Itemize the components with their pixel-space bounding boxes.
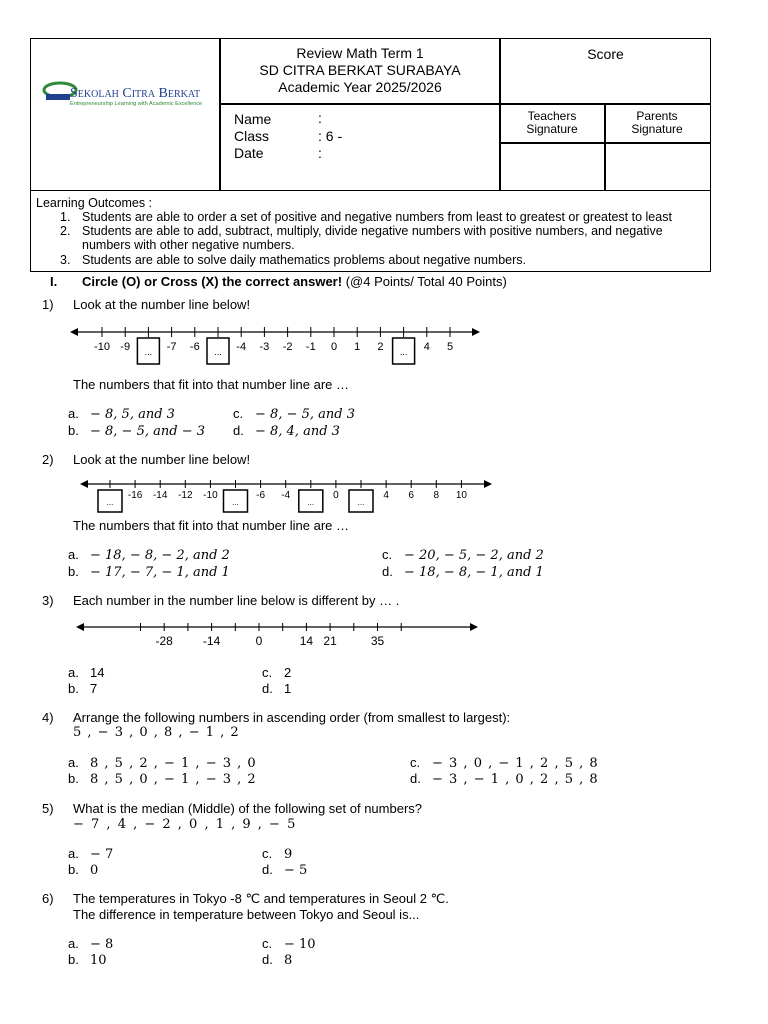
outcome-text: Students are able to solve daily mathematics problems about negative numbers. <box>82 253 526 267</box>
title-line-3: Academic Year 2025/2026 <box>278 79 442 95</box>
option-value: − 3 , 0 , − 1 , 2 , 5 , 8 <box>432 756 599 771</box>
class-field[interactable]: : 6 - <box>318 128 343 144</box>
option-value: 2 <box>284 665 292 680</box>
option-value: 10 <box>90 953 107 968</box>
option-label: c. <box>410 755 421 770</box>
option-value: 8 , 5 , 0 , − 1 , − 3 , 2 <box>90 772 257 787</box>
outcome-text: Students are able to add, subtract, multiply, divide negative numbers with positive numbers, and negative numbers with other negative numbers. <box>82 224 663 252</box>
date-label: Date <box>234 145 264 161</box>
teachers-signature-label: Teachers Signature <box>526 109 578 136</box>
option-a[interactable] <box>68 406 175 422</box>
option-label: d. <box>262 681 273 696</box>
option-c[interactable] <box>262 936 316 952</box>
option-label: d. <box>382 564 393 579</box>
tick-label: 6 <box>408 490 414 501</box>
option-b[interactable] <box>68 681 97 696</box>
option-label: d. <box>262 952 273 967</box>
tick-label: -6 <box>189 341 200 353</box>
tick-label: -28 <box>155 634 173 648</box>
option-label: d. <box>262 862 273 877</box>
option-value: − 18, − 8, − 2, and 2 <box>90 548 230 563</box>
option-label: b. <box>68 564 79 579</box>
logo-text: Sekolah Citra Berkat <box>70 86 201 101</box>
tick-label: 8 <box>433 490 440 501</box>
tick-label: 4 <box>383 490 389 501</box>
tick-label: 5 <box>446 341 454 353</box>
question-prompt: The temperatures in Tokyo -8 ℃ and temperatures in Seoul 2 ℃. <box>73 891 449 906</box>
option-c[interactable] <box>233 406 355 422</box>
option-d[interactable] <box>262 681 291 696</box>
option-value: − 20, − 5, − 2, and 2 <box>404 548 544 563</box>
option-label: c. <box>262 846 273 861</box>
outcome-number: 3. <box>60 253 71 267</box>
question-prompt: Look at the number line below! <box>73 452 251 467</box>
question-followup: The numbers that fit into that number line are … <box>73 518 350 533</box>
number-line-q3 <box>76 618 478 652</box>
tick-label: 14 <box>299 634 314 648</box>
option-value: 7 <box>90 681 98 696</box>
option-value: − 8, − 5, and 3 <box>255 407 355 422</box>
tick-label: -1 <box>305 341 316 353</box>
name-field[interactable]: : <box>318 110 322 126</box>
number-line-q2 <box>80 474 492 516</box>
option-d[interactable] <box>382 564 544 580</box>
tick-label: -2 <box>282 341 293 353</box>
number-set: − 7 , 4 , − 2 , 0 , 1 , 9 , − 5 <box>73 817 297 832</box>
tick-label: -4 <box>236 341 247 353</box>
tick-label: -7 <box>166 341 177 353</box>
option-label: a. <box>68 936 79 951</box>
option-c[interactable] <box>382 547 544 563</box>
question-number: 5) <box>42 801 54 816</box>
option-b[interactable] <box>68 564 230 580</box>
tick-label: 4 <box>423 341 430 353</box>
option-b[interactable] <box>68 952 107 968</box>
option-b[interactable] <box>68 423 205 439</box>
tick-label: 2 <box>377 341 384 353</box>
option-value: − 17, − 7, − 1, and 1 <box>90 565 230 580</box>
question-followup: The numbers that fit into that number line are … <box>73 377 350 392</box>
option-a[interactable] <box>68 665 104 680</box>
option-label: b. <box>68 681 79 696</box>
question-prompt: What is the median (Middle) of the following set of numbers? <box>73 801 423 816</box>
option-label: d. <box>410 771 421 786</box>
option-label: a. <box>68 755 79 770</box>
blank-placeholder: ... <box>214 347 222 357</box>
option-label: b. <box>68 423 79 438</box>
option-d[interactable] <box>262 952 292 968</box>
learning-outcomes-title: Learning Outcomes : <box>36 196 153 210</box>
tick-label: 0 <box>333 490 339 501</box>
option-value: 9 <box>284 847 293 862</box>
tick-label: 1 <box>354 341 361 353</box>
title-line-1: Review Math Term 1 <box>296 45 424 61</box>
option-label: a. <box>68 846 79 861</box>
option-label: c. <box>233 406 244 421</box>
section-number: I. <box>50 274 58 289</box>
option-value: − 8, − 5, and − 3 <box>90 424 205 439</box>
tick-label: 35 <box>370 634 385 648</box>
blank-placeholder: ... <box>399 347 408 357</box>
option-label: c. <box>262 936 273 951</box>
blank-placeholder: ... <box>307 498 315 507</box>
tick-label: -4 <box>281 490 291 501</box>
option-value: − 8, 5, and 3 <box>90 407 175 422</box>
option-label: b. <box>68 862 79 877</box>
option-label: a. <box>68 665 79 680</box>
section-instruction: Circle (O) or Cross (X) the correct answer! <box>82 274 343 289</box>
option-c[interactable] <box>262 846 292 862</box>
tick-label: -12 <box>178 490 193 501</box>
option-d[interactable] <box>410 771 599 787</box>
question-prompt: Each number in the number line below is different by … . <box>73 593 400 608</box>
option-value: − 10 <box>284 937 316 952</box>
option-label: c. <box>382 547 393 562</box>
option-label: d. <box>233 423 244 438</box>
school-logo <box>40 80 218 112</box>
number-set: 5 , − 3 , 0 , 8 , − 1 , 2 <box>73 725 240 740</box>
blank-placeholder: ... <box>144 347 153 357</box>
blank-placeholder: ... <box>106 498 114 507</box>
arrow-right-icon <box>484 480 492 488</box>
option-value: 8 , 5 , 2 , − 1 , − 3 , 0 <box>90 756 257 771</box>
outcome-number: 2. <box>60 224 71 238</box>
option-value: − 8 <box>90 937 114 952</box>
tick-label: -16 <box>127 490 143 501</box>
option-c[interactable] <box>262 665 291 680</box>
option-value: 1 <box>284 681 292 696</box>
option-c[interactable] <box>410 755 599 771</box>
exam-title <box>221 45 499 96</box>
question-prompt: Look at the number line below! <box>73 297 251 312</box>
option-d[interactable] <box>262 862 307 878</box>
option-a[interactable] <box>68 755 257 771</box>
title-line-2: SD CITRA BERKAT SURABAYA <box>259 62 461 78</box>
option-value: 14 <box>90 665 105 680</box>
section-points: (@4 Points/ Total 40 Points) <box>345 274 507 289</box>
option-label: b. <box>68 771 79 786</box>
question-prompt: Arrange the following numbers in ascending order (from smallest to largest): <box>73 710 511 725</box>
option-a[interactable] <box>68 936 113 952</box>
option-value: − 8, 4, and 3 <box>255 424 340 439</box>
option-b[interactable] <box>68 771 257 787</box>
question-number: 1) <box>42 297 54 312</box>
option-b[interactable] <box>68 862 98 878</box>
outcome-text: Students are able to order a set of positive and negative numbers from least to greatest or greatest to least <box>82 210 672 224</box>
arrow-right-icon <box>470 623 478 631</box>
tick-label: -14 <box>202 634 221 648</box>
tick-label: -6 <box>256 490 266 501</box>
question-prompt-line-2: The difference in temperature between Tokyo and Seoul is... <box>73 907 420 922</box>
number-line-q1 <box>70 318 480 370</box>
date-field[interactable]: : <box>318 145 322 161</box>
tick-label: 0 <box>255 634 263 648</box>
tick-label: 10 <box>455 490 467 501</box>
option-value: − 7 <box>90 847 114 862</box>
section-heading <box>82 274 507 289</box>
parents-signature-label: Parents Signature <box>631 109 683 136</box>
arrow-left-icon <box>76 623 84 631</box>
option-value: 0 <box>90 863 99 878</box>
option-value: − 5 <box>284 863 308 878</box>
tick-label: -9 <box>120 341 131 353</box>
class-label: Class <box>234 128 270 144</box>
option-label: a. <box>68 547 79 562</box>
blank-placeholder: ... <box>232 498 239 507</box>
tick-label: 21 <box>323 634 337 648</box>
option-a[interactable] <box>68 846 113 862</box>
option-a[interactable] <box>68 547 230 563</box>
name-label: Name <box>234 111 272 127</box>
question-number: 6) <box>42 891 54 906</box>
option-label: a. <box>68 406 79 421</box>
arrow-left-icon <box>80 480 88 488</box>
header-divider <box>604 103 606 191</box>
option-value: − 3 , − 1 , 0 , 2 , 5 , 8 <box>432 772 599 787</box>
blank-placeholder: ... <box>357 498 365 507</box>
question-number: 4) <box>42 710 54 725</box>
score-label: Score <box>587 46 624 62</box>
logo-tagline: Entrepreneurship Learning with Academic Excellence <box>70 101 203 107</box>
arrow-left-icon <box>70 328 78 336</box>
option-label: b. <box>68 952 79 967</box>
tick-label: -10 <box>94 341 110 353</box>
option-value: 8 <box>284 953 293 968</box>
tick-label: -10 <box>203 490 218 501</box>
arrow-right-icon <box>472 328 480 336</box>
question-number: 2) <box>42 452 54 467</box>
outcome-number: 1. <box>60 210 71 224</box>
question-number: 3) <box>42 593 54 608</box>
option-d[interactable] <box>233 423 340 439</box>
tick-label: -3 <box>259 341 270 353</box>
option-value: − 18, − 8, − 1, and 1 <box>404 565 544 580</box>
option-label: c. <box>262 665 273 680</box>
header-divider <box>219 103 711 105</box>
tick-label: 0 <box>330 341 338 353</box>
tick-label: -14 <box>152 490 168 501</box>
